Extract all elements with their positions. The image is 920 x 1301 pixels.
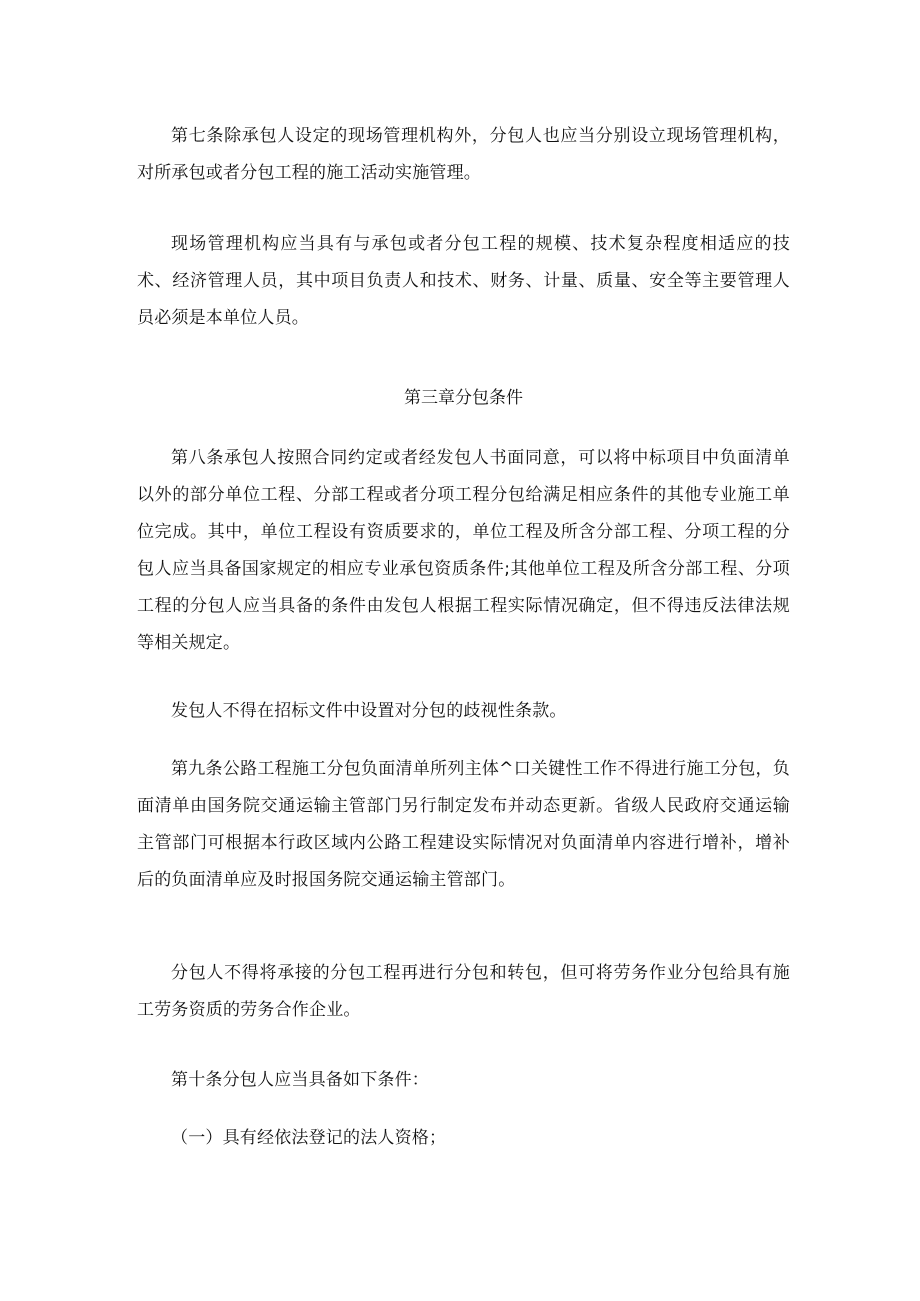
discrimination-clause-paragraph: 发包人不得在招标文件中设置对分包的歧视性条款。 [171, 701, 567, 721]
article-10-paragraph: 第十条分包人应当具备如下条件： [171, 1070, 429, 1090]
site-management-paragraph: 现场管理机构应当具有与承包或者分包工程的规模、技术复杂程度相适应的技术、经济管理人员，其中项目负责人和技术、财务、计量、质量、安全等主要管理人员必须是本单位人员。 [137, 234, 790, 328]
article-7-paragraph: 第七条除承包人设定的现场管理机构外，分包人也应当分别设立现场管理机构，对所承包或者分包工程的施工活动实施管理。 [137, 126, 790, 183]
condition-1-paragraph: （一）具有经依法登记的法人资格； [171, 1128, 447, 1148]
subcontract-restriction-paragraph: 分包人不得将承接的分包工程再进行分包和转包，但可将劳务作业分包给具有施工劳务资质的劳务合作企业。 [137, 963, 790, 1020]
article-8-paragraph: 第八条承包人按照合同约定或者经发包人书面同意，可以将中标项目中负面清单以外的部分单位工程、分部工程或者分项工程分包给满足相应条件的其他专业施工单位完成。其中，单位工程设有资质要求的，单位工程及所含分部工程、分项工程的分包人应当具备国家规定的相应专业承包资质条件;其他单位工程及所含分部工程、分项工程的分包人应当具备的条件由发包人根据工程实际情况确定，但不得违反法律法规等相关规定。 [137, 448, 790, 653]
article-9-paragraph: 第九条公路工程施工分包负面清单所列主体^口关键性工作不得进行施工分包，负面清单由国务院交通运输主管部门另行制定发布并动态更新。省级人民政府交通运输主管部门可根据本行政区域内公路工程建设实际情况对负面清单内容进行增补，增补后的负面清单应及时报国务院交通运输主管部门。 [137, 759, 790, 890]
chapter-3-heading: 第三章分包条件 [404, 388, 523, 408]
